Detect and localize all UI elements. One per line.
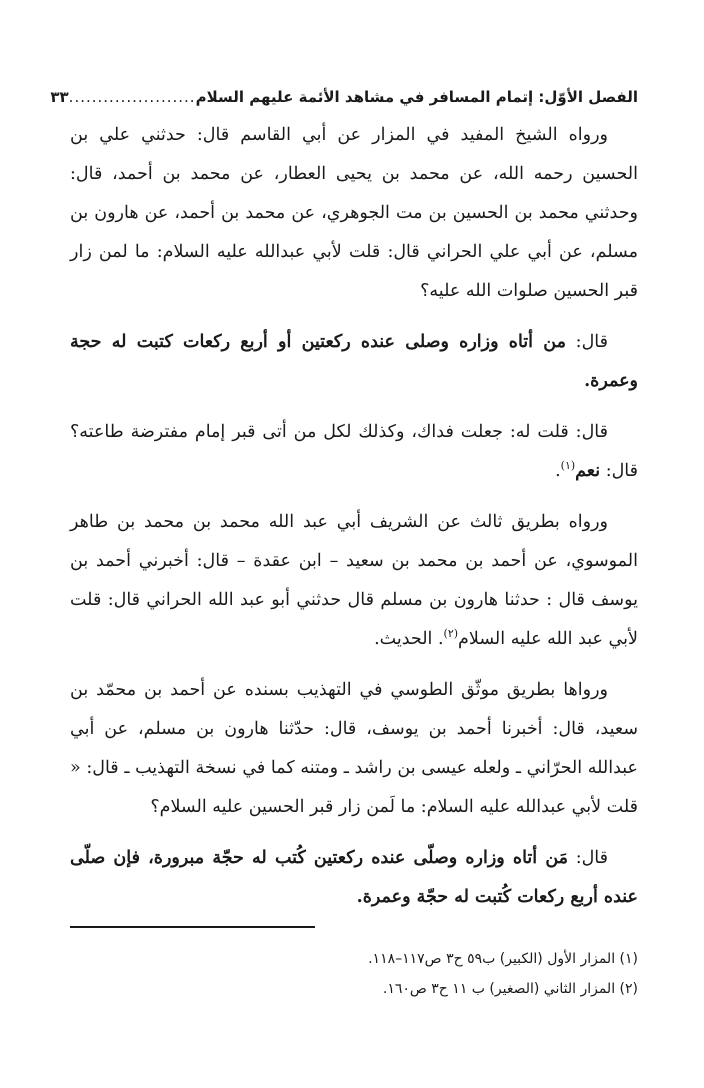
page-number: ٣٣ <box>50 88 69 106</box>
running-header <box>50 82 638 112</box>
hadith-text: مَن أتاه وزاره وصلّى عنده ركعتين كُتب له حجّة مبرورة، فإن صلّى عنده أربع ركعات كُتبت له حجّة وعمرة. <box>70 848 638 907</box>
footnote-1: (١) المزار الأول (الكبير) ب٥٩ ح٣ ص١١٧–١١٨. <box>368 951 638 967</box>
hadith-answer: نعم <box>575 461 601 481</box>
footnote-ref-2[interactable]: (٢) <box>443 627 459 641</box>
footnote-divider <box>70 926 315 928</box>
footnote-ref-1[interactable]: (١) <box>560 459 576 473</box>
paragraph-5: ورواها بطريق موثّق الطوسي في التهذيب بسنده عن أحمد بن محمّد بن سعيد، قال: أخبرنا أحمد بن يوسف، قال: حدّثنا هارون بن مسلم، عن أبي عبدالله الحرّاني ـ ولعله عيسى بن راشد ـ ومتنه كما في نسخة التهذيب ـ قال: « قلت لأبي عبدالله عليه السلام: ما لَمن زار قبر الحسين عليه السلام؟ <box>70 680 638 817</box>
leader-dots: ...................... <box>68 88 196 106</box>
paragraph-3: قال: قلت له: جعلت فداك، وكذلك لكل من أتى قبر إمام مفترضة طاعته؟ قال: نعم$^{(١)}$. <box>70 422 638 481</box>
paragraph-6: قال: مَن أتاه وزاره وصلّى عنده ركعتين كُتب له حجّة مبرورة، فإن صلّى عنده أربع ركعات كُتبت له حجّة وعمرة. <box>70 848 638 907</box>
footnotes <box>70 944 638 1004</box>
paragraph-1: ورواه الشيخ المفيد في المزار عن أبي القاسم قال: حدثني علي بن الحسين رحمه الله، عن محمد بن يحيى العطار، عن محمد بن أحمد، قال: وحدثني محمد بن الحسين بن مت الجوهري، عن محمد بن أحمد، عن هارون بن مسلم، عن أبي علي الحراني قال: قلت لأبي عبدالله عليه السلام: ما لمن زار قبر الحسين صلوات الله عليه؟ <box>70 125 638 301</box>
paragraph-4: ورواه بطريق ثالث عن الشريف أبي عبد الله محمد بن محمد بن طاهر الموسوي، عن أحمد بن محمد بن سعيد – ابن عقدة – قال: أخبرني أحمد بن يوسف قال : حدثنا هارون بن مسلم قال حدثني أبو عبد الله الحراني قال: قلت لأبي عبد الله عليه السلام$^{(٢)}$. الحديث. <box>70 512 638 649</box>
page-body <box>50 82 638 929</box>
chapter-title: الفصل الأوّل: إتمام المسافر في مشاهد الأئمة عليهم السلام <box>195 88 638 106</box>
footnote-2: (٢) المزار الثاني (الصغير) ب ١١ ح٣ ص١٦٠. <box>382 981 638 997</box>
hadith-text: من أتاه وزاره وصلى عنده ركعتين أو أربع ركعات كتبت له حجة وعمرة. <box>70 332 638 391</box>
paragraph-2: قال: من أتاه وزاره وصلى عنده ركعتين أو أربع ركعات كتبت له حجة وعمرة. <box>70 332 638 391</box>
